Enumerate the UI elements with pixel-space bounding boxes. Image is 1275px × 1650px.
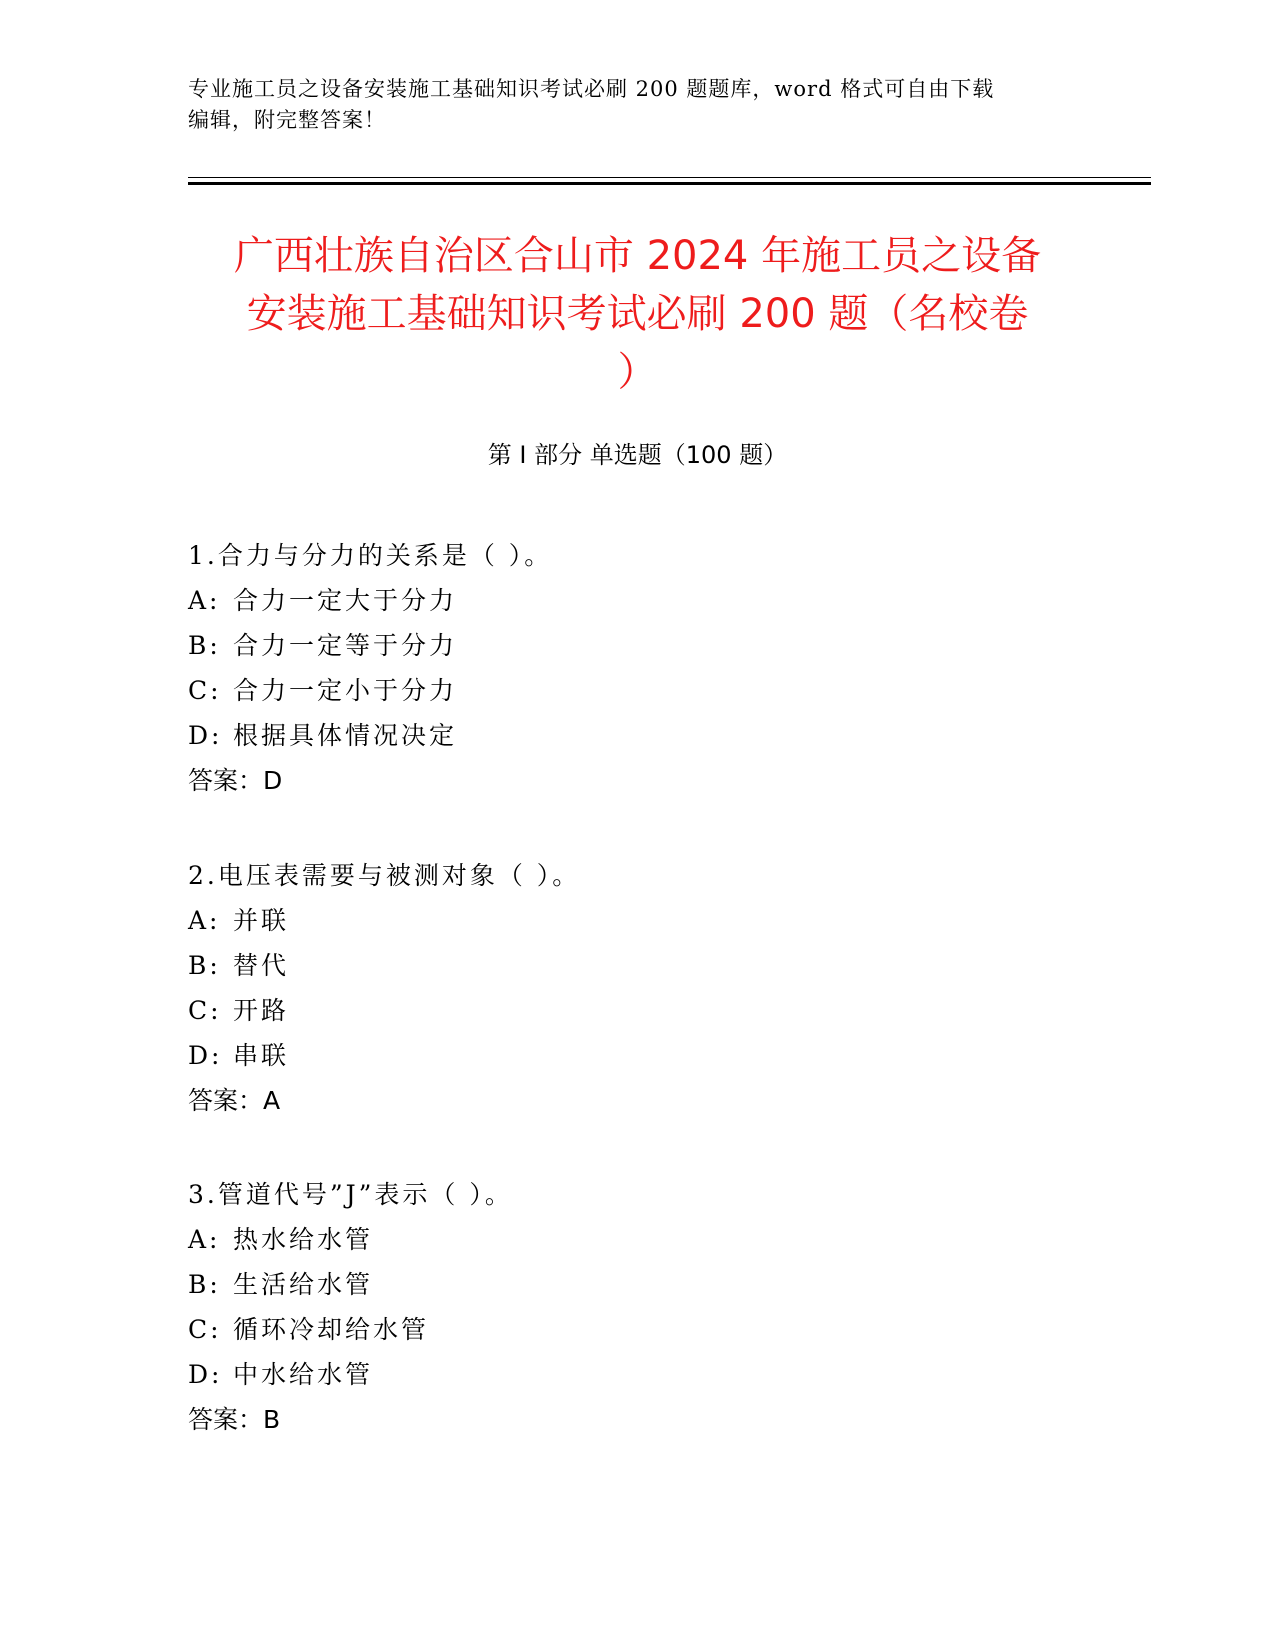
option-letter: B: (188, 1270, 221, 1299)
option-d (188, 1033, 1088, 1078)
option-letter: C: (188, 996, 222, 1025)
header-divider-thin (188, 177, 1151, 178)
question-stem: 1.合力与分力的关系是（ ）。 (188, 541, 553, 570)
option-a (188, 578, 1088, 623)
option-text: 生活给水管 (233, 1270, 374, 1299)
option-letter: A: (188, 586, 221, 615)
option-d (188, 1352, 1088, 1397)
option-letter: A: (188, 906, 221, 935)
option-b (188, 1262, 1088, 1307)
option-letter: D: (188, 1041, 223, 1070)
option-text: 并联 (233, 906, 290, 935)
question-stem: 2.电压表需要与被测对象（ ）。 (188, 861, 581, 890)
question-stem: 3.管道代号”J”表示（ ）。 (188, 1180, 513, 1209)
header-note-line-2: 编辑，附完整答案！ (188, 108, 386, 132)
option-text: 热水给水管 (233, 1225, 374, 1254)
option-letter: D: (188, 721, 223, 750)
option-text: 中水给水管 (233, 1360, 374, 1389)
document-title-line-1: 广西壮族自治区合山市 2024 年施工员之设备 (233, 233, 1042, 279)
option-b (188, 623, 1088, 668)
option-text: 合力一定大于分力 (233, 586, 458, 615)
header-divider-thick (188, 182, 1151, 185)
answer-line: 答案：A (188, 1086, 281, 1115)
option-letter: C: (188, 1315, 222, 1344)
option-text: 开路 (233, 996, 290, 1025)
option-letter: B: (188, 631, 221, 660)
option-a (188, 898, 1088, 943)
option-d (188, 713, 1088, 758)
answer-line: 答案：D (188, 766, 283, 795)
option-letter: C: (188, 676, 222, 705)
document-title-line-3: ） (617, 349, 658, 395)
header-note-line-1: 专业施工员之设备安装施工基础知识考试必刷 200 题题库，word 格式可自由下载 (188, 77, 995, 101)
section-heading: 第 I 部分 单选题（100 题） (487, 441, 788, 469)
option-letter: D: (188, 1360, 223, 1389)
document-title-line-2: 安装施工基础知识考试必刷 200 题（名校卷 (246, 291, 1029, 337)
option-c (188, 1307, 1088, 1352)
option-letter: B: (188, 951, 221, 980)
option-c (188, 988, 1088, 1033)
option-text: 根据具体情况决定 (233, 721, 458, 750)
option-a (188, 1217, 1088, 1262)
question-item (188, 1172, 1088, 1442)
option-letter: A: (188, 1225, 221, 1254)
option-text: 合力一定等于分力 (233, 631, 458, 660)
option-text: 合力一定小于分力 (233, 676, 458, 705)
answer-line: 答案：B (188, 1405, 281, 1434)
option-c (188, 668, 1088, 713)
question-item (188, 533, 1088, 803)
option-text: 替代 (233, 951, 290, 980)
document-title (150, 227, 1125, 401)
option-b (188, 943, 1088, 988)
option-text: 循环冷却给水管 (233, 1315, 430, 1344)
header-note (188, 74, 1068, 136)
question-item (188, 853, 1088, 1123)
option-text: 串联 (233, 1041, 290, 1070)
